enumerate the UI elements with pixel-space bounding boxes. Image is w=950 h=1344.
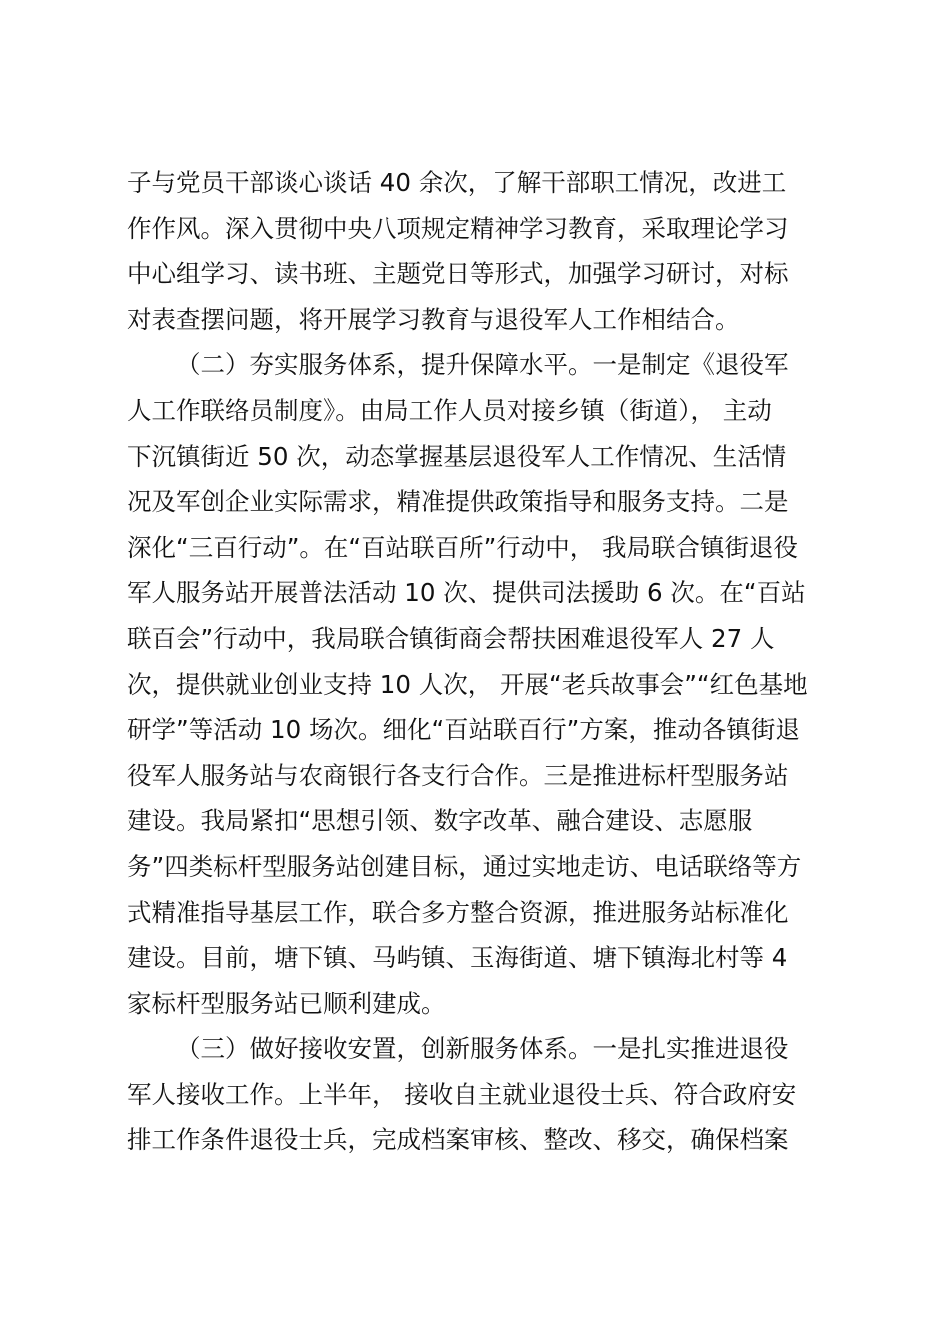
text-line: 务”四类标杆型服务站创建目标，通过实地走访、电话联络等方 (127, 851, 802, 881)
text-line: 况及军创企业实际需求，精准提供政策指导和服务支持。二是 (127, 487, 789, 517)
text-line: 下沉镇街近 50 次，动态掌握基层退役军人工作情况、生活情 (127, 441, 787, 471)
paragraph-start-line: （三）做好接收安置，创新服务体系。一是扎实推进退役 (176, 1034, 789, 1064)
text-line: 排工作条件退役士兵，完成档案审核、整改、移交，确保档案 (127, 1125, 789, 1155)
text-line: 建设。我局紧扣“思想引领、数字改革、融合建设、志愿服 (127, 806, 753, 836)
text-line: 家标杆型服务站已顺利建成。 (127, 988, 446, 1018)
text-line: 联百会”行动中，我局联合镇街商会帮扶困难退役军人 27 人 (127, 623, 775, 653)
body-text (127, 160, 827, 1163)
paragraph-start-line: （二）夯实服务体系，提升保障水平。一是制定《退役军 (176, 350, 789, 380)
text-line: 子与党员干部谈心谈话 40 余次，了解干部职工情况，改进工 (127, 168, 787, 197)
text-line: 作作风。深入贯彻中央八项规定精神学习教育，采取理论学习 (127, 213, 789, 243)
text-line: 深化“三百行动”。在“百站联百所”行动中， 我局联合镇街退役 (127, 532, 799, 562)
text-line: 人工作联络员制度》。由局工作人员对接乡镇（街道）， 主动 (127, 395, 772, 425)
text-line: 式精准指导基层工作，联合多方整合资源，推进服务站标准化 (127, 897, 789, 927)
text-line: 建设。目前，塘下镇、马屿镇、玉海街道、塘下镇海北村等 4 (127, 943, 788, 973)
text-line: 对表查摆问题，将开展学习教育与退役军人工作相结合。 (127, 304, 740, 334)
text-line: 研学”等活动 10 场次。细化“百站联百行”方案，推动各镇街退 (127, 715, 800, 745)
text-line: 次，提供就业创业支持 10 人次， 开展“老兵故事会”“红色基地 (127, 669, 808, 699)
text-line: 中心组学习、读书班、主题党日等形式，加强学习研讨，对标 (127, 259, 789, 289)
text-line: 军人服务站开展普法活动 10 次、提供司法援助 6 次。在“百站 (127, 578, 806, 608)
text-line: 军人接收工作。上半年， 接收自主就业退役士兵、符合政府安 (127, 1079, 797, 1109)
text-line: 役军人服务站与农商银行各支行合作。三是推进标杆型服务站 (127, 760, 789, 790)
